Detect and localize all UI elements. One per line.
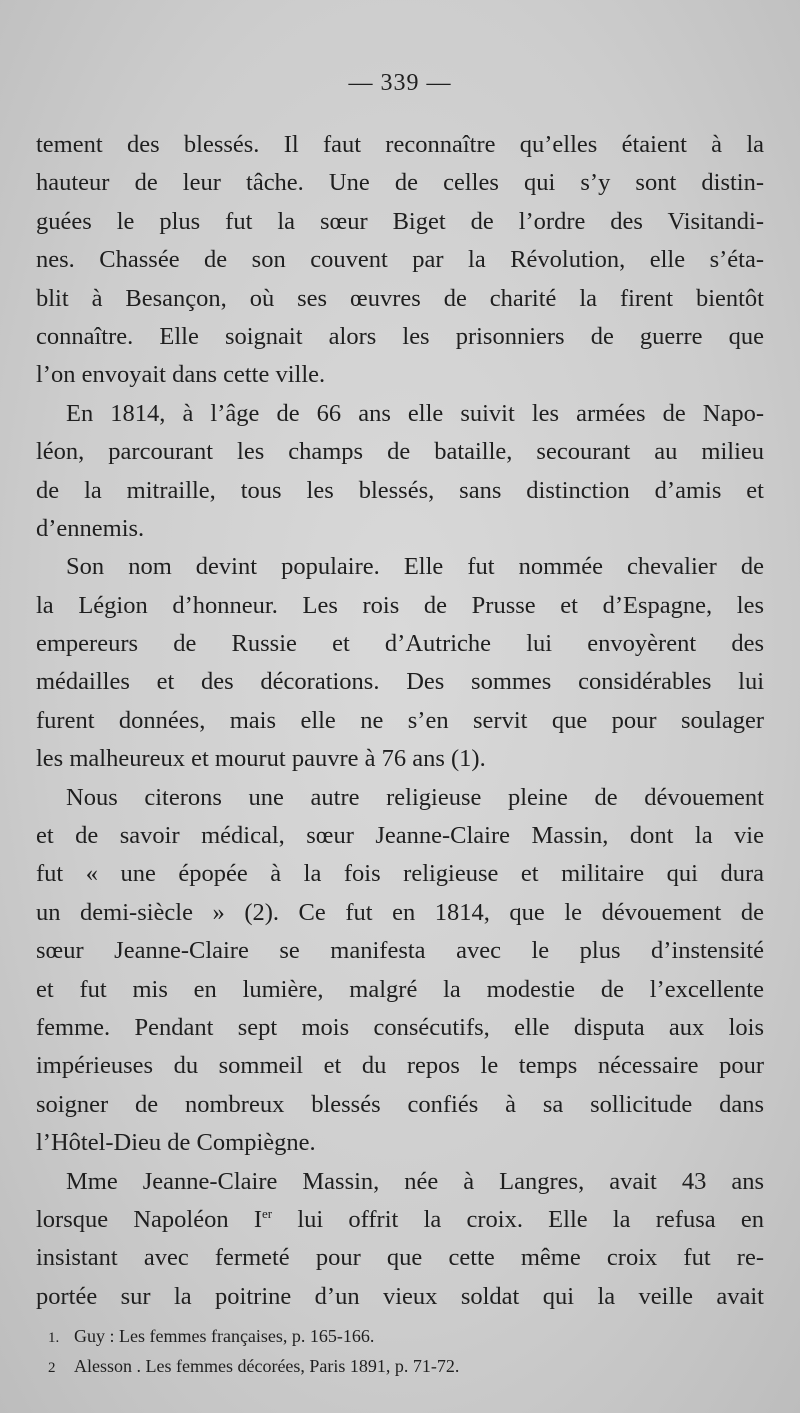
footnote-text: Alesson . Les femmes décorées, Paris 1891, p. 71-72.	[74, 1356, 460, 1376]
text-line: les malheureux et mourut pauvre à 76 ans (1).	[36, 745, 486, 773]
footnotes	[48, 1322, 748, 1382]
text-line: Nous citerons une autre religieuse pleine de dévouement	[66, 783, 764, 811]
text-line: guées le plus fut la sœur Biget de l’ordre des Visitandi-	[36, 207, 764, 235]
text-line: de la mitraille, tous les blessés, sans distinction d’amis et	[36, 476, 764, 504]
text-line: empereurs de Russie et d’Autriche lui envoyèrent des	[36, 630, 764, 658]
text-line: léon, parcourant les champs de bataille, secourant au milieu	[36, 438, 764, 466]
text-line: furent données, mais elle ne s’en servit que pour soulager	[36, 706, 764, 734]
text-line: soigner de nombreux blessés confiés à sa sollicitude dans	[36, 1090, 764, 1118]
superscript-er: er	[262, 1205, 273, 1221]
text-line: En 1814, à l’âge de 66 ans elle suivit les armées de Napo-	[66, 399, 764, 427]
text-line: et de savoir médical, sœur Jeanne-Claire Massin, dont la vie	[36, 822, 764, 850]
footnote-number: 2	[48, 1360, 56, 1376]
text-line	[36, 1201, 764, 1239]
text-line: médailles et des décorations. Des sommes considérables lui	[36, 668, 764, 696]
footnote-1	[48, 1322, 748, 1352]
text-line: nes. Chassée de son couvent par la Révolution, elle s’éta-	[36, 246, 764, 274]
text-line: impérieuses du sommeil et du repos le temps nécessaire pour	[36, 1052, 764, 1080]
text-line: l’on envoyait dans cette ville.	[36, 361, 326, 389]
text-line: portée sur la poitrine d’un vieux soldat qui la veille avait	[36, 1282, 764, 1310]
footnote-text: Guy : Les femmes françaises, p. 165-166.	[74, 1326, 375, 1346]
body-text	[36, 126, 764, 1316]
text-line: hauteur de leur tâche. Une de celles qui s’y sont distin-	[36, 169, 764, 197]
text-line: et fut mis en lumière, malgré la modestie de l’excellente	[36, 975, 764, 1003]
text-line: connaître. Elle soignait alors les prisonniers de guerre que	[36, 322, 764, 350]
text-line: insistant avec fermeté pour que cette même croix fut re-	[36, 1244, 764, 1272]
text-line: la Légion d’honneur. Les rois de Prusse et d’Espagne, les	[36, 591, 764, 619]
text-line: d’ennemis.	[36, 514, 145, 542]
text-line: tement des blessés. Il faut reconnaître qu’elles étaient à la	[36, 131, 764, 158]
text-line: Son nom devint populaire. Elle fut nommée chevalier de	[66, 553, 764, 581]
text-line: un demi-siècle » (2). Ce fut en 1814, que le dévouement de	[36, 898, 764, 926]
text-line: blit à Besançon, où ses œuvres de charité la firent bientôt	[36, 284, 764, 312]
text-line-part: lorsque Napoléon I	[36, 1205, 262, 1233]
footnote-number: 1.	[48, 1330, 60, 1346]
text-line-part: lui offrit la croix. Elle la refusa en	[272, 1205, 764, 1233]
text-line: sœur Jeanne-Claire se manifesta avec le plus d’instensité	[36, 937, 764, 965]
text-line: l’Hôtel-Dieu de Compiègne.	[36, 1129, 316, 1157]
text-line: femme. Pendant sept mois consécutifs, elle disputa aux lois	[36, 1013, 764, 1041]
text-line: Mme Jeanne-Claire Massin, née à Langres, avait 43 ans	[66, 1167, 764, 1195]
text-line: fut « une épopée à la fois religieuse et militaire qui dura	[36, 860, 764, 888]
page-number: — 339 —	[348, 70, 452, 96]
footnote-2	[48, 1352, 748, 1382]
